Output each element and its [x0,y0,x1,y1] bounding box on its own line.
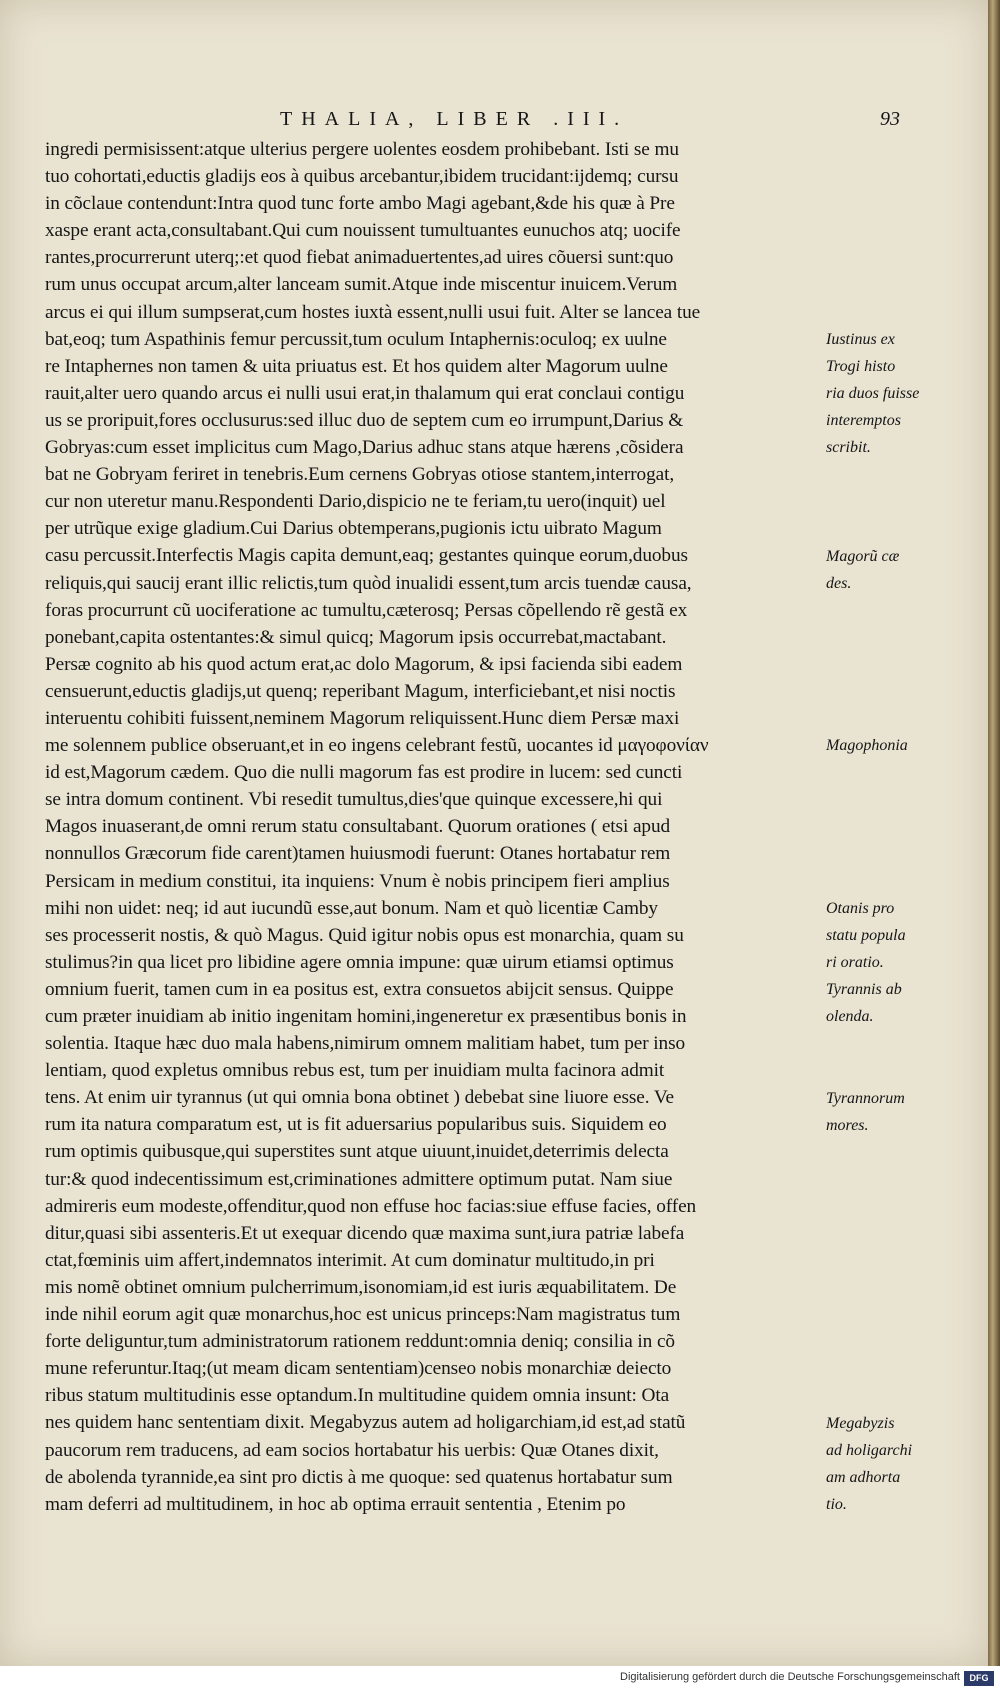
margin-note-line: statu popula [826,926,906,944]
text-line: ribus statum multitudinis esse optandum.In multitudine quidem omnia insunt: Ota [45,1385,670,1407]
text-line: re Intaphernes non tamen & uita priuatus est. Et hos quidem alter Magorum uulne [45,355,668,377]
text-line: ses processerit nostis, & quò Magus. Quid igitur nobis opus est monarchia, quam su [45,924,684,946]
text-line: arcus ei qui illum sumpserat,cum hostes iuxtà essent,nulli usui fuit. Alter se lancea tue [45,301,701,323]
text-line: in cõclaue contendunt:Intra quod tunc forte ambo Magi agebant,&de his quæ à Pre [45,193,675,215]
text-line: rantes,procurrerunt uterq;:et quod fiebat animaduertentes,ad uires cõuersi sunt:quo [45,247,674,269]
margin-note-line: am adhorta [826,1468,901,1486]
margin-note [826,732,936,759]
text-line: mis nomẽ obtinet omnium pulcherrimum,isonomiam,id est iuris æquabilitatem. De [45,1276,677,1298]
text-line: de abolenda tyrannide,ea sint pro dictis à me quoque: sed quatenus hortabatur sum [45,1466,673,1488]
margin-note-line: tio. [826,1495,847,1513]
text-line: interuentu cohibiti fuissent,neminem Magorum reliquissent.Hunc diem Persæ maxi [45,707,680,729]
text-line: ctat,fœminis uim affert,indemnatos interimit. At cum dominatur multitudo,in pri [45,1249,655,1271]
text-line: lentiam, quod expletus omnibus rebus est, tum per inuidiam multa facinora admit [45,1060,665,1082]
text-line: id est,Magorum cædem. Quo die nulli magorum fas est prodire in lucem: sed cuncti [45,762,683,784]
margin-note-line: Otanis pro [826,899,895,917]
text-line: rum ita natura comparatum est, ut is fit aduersarius popularibus suis. Siquidem eo [45,1114,667,1136]
margin-note-line: des. [826,574,852,592]
text-line: se intra domum continent. Vbi resedit tumultus,dies'que quinque excessere,hi qui [45,789,663,811]
text-line: rum unus occupat arcum,alter lanceam sumit.Atque inde miscentur inuicem.Verum [45,274,678,296]
funding-credit: Digitalisierung gefördert durch die Deutsche Forschungsgemeinschaft [620,1671,960,1683]
text-line: cum præter inuidiam ab initio ingenitam homini,ingeneretur ex præsentibus bonis in [45,1006,687,1027]
text-line: omnium fuerit, tamen cum in ea positus est, extra consuetos abijcit sensus. Quippe [45,978,674,1000]
margin-note-line: Magorũ cæ [826,547,900,565]
page-number: 93 [880,108,900,130]
text-line: mam deferri ad multitudinem, in hoc ab optima errauit sententia , Etenim po [45,1493,626,1515]
margin-note [826,976,936,1030]
margin-note-line: Megabyzis [826,1414,895,1432]
margin-note-line: ria duos fuisse [826,384,920,402]
margin-note [826,1085,936,1139]
text-line: casu percussit.Interfectis Magis capita demunt,eaq; gestantes quinque eorum,duobus [45,545,688,567]
margin-note [826,895,936,976]
text-line: paucorum rem traducens, ad eam socios hortabatur his uerbis: Quæ Otanes dixit, [45,1439,659,1461]
text-line: forte deliguntur,tum administratorum rationem reddunt:omnia deniq; consilia in cõ [45,1331,675,1353]
text-line: inde nihil eorum agit quæ monarchus,hoc est unicus princeps:Nam magistratus tum [45,1304,681,1326]
text-line: nonnullos Græcorum fide carent)tamen huiusmodi fuerunt: Otanes hortabatur rem [45,843,671,865]
text-line: ponebant,capita ostentantes:& simul quicq; Magorum ipsis occurrebat,mactabant. [45,626,667,648]
dfg-logo: DFG [964,1671,994,1686]
margin-note [826,543,936,597]
text-line: bat,eoq; tum Aspathinis femur percussit,tum oculum Intaphernis:oculoq; ex uulne [45,328,667,350]
text-line: rauit,alter uero quando arcus ei nulli usui erat,in thalamum qui erat conclaui contigu [45,382,685,404]
footer-bar [0,1668,1000,1693]
margin-note-line: Magophonia [826,737,908,755]
text-line: cur non uteretur manu.Respondenti Dario,dispicio ne te feriam,tu uero(inquit) uel [45,491,666,513]
text-line: stulimus?in qua licet pro libidine agere omnia impune: quæ uirum etiamsi optimus [45,951,674,973]
text-line: censuerunt,eductis gladijs,ut quenq; reperibant Magum, interficiebant,et nisi noctis [45,680,676,702]
text-line: bat ne Gobryam feriret in tenebris.Eum cernens Gobryas otiose stantem,interrogat, [45,464,675,486]
text-line: nes quidem hanc sententiam dixit. Megabyzus autem ad holigarchiam,id est,ad statũ [45,1412,686,1434]
text-line: Magos inuaserant,de omni rerum statu consultabant. Quorum orationes ( etsi apud [45,816,671,838]
text-line: tens. At enim uir tyrannus (ut qui omnia bona obtinet ) debebat sine liuore esse. Ve [45,1087,675,1109]
margin-note-line: ri oratio. [826,953,884,971]
text-line: us se proripuit,fores occlusurus:sed illuc duo de septem cum eo irrumpunt,Darius & [45,409,684,431]
text-line: me solennem publice obseruant,et in eo ingens celebrant festũ, uocantes id μαγοφονίαν [45,735,709,757]
margin-note-line: interemptos [826,411,901,429]
main-text-block [45,136,825,1518]
text-line: Persæ cognito ab his quod actum erat,ac dolo Magorum, & ipsi facienda sibi eadem [45,653,683,675]
margin-note-line: ad holigarchi [826,1441,913,1459]
text-line: foras procurrunt cũ uociferatione ac tumultu,cæterosq; Persas cõpellendo rẽ gestã ex [45,599,688,621]
text-line: Persicam in medium constitui, ita inquiens: Vnum è nobis principem fieri amplius [45,870,670,892]
margin-note [826,326,936,461]
margin-note-line: Trogi histo [826,357,896,375]
text-line: mihi non uidet: neq; id aut iucundũ esse,aut bonum. Nam et quò licentiæ Camby [45,897,658,919]
text-line: tur:& quod indecentissimum est,criminationes admittere optimum putat. Nam siue [45,1168,673,1190]
margin-note [826,1410,936,1518]
margin-note-line: olenda. [826,1008,874,1026]
margin-note-line: Tyrannorum [826,1089,905,1107]
margin-note-line: Iustinus ex [826,330,895,348]
text-line: tuo cohortati,eductis gladijs eos à quibus arcebantur,ibidem trucidant:ijdemq; cursu [45,166,679,188]
text-line: admireris eum modeste,offenditur,quod non effuse hoc facias:siue effuse facies, offen [45,1195,697,1217]
running-header [280,108,900,136]
text-line: reliquis,qui saucij erant illic relictis,tum quòd inualidi essent,tum arcis tuendæ causa, [45,572,692,594]
book-edge [988,0,1000,1666]
text-line: Gobryas:cum esset implicitus cum Mago,Darius adhuc stans atque hærens ,cõsidera [45,437,684,459]
margin-note-line: Tyrannis ab [826,981,902,999]
text-line: xaspe erant acta,consultabant.Qui cum nouissent tumultuantes eunuchos atq; uocife [45,220,681,242]
text-line: ingredi permisissent:atque ulterius pergere uolentes eosdem prohibebant. Isti se mu [45,139,679,160]
text-line: rum optimis quibusque,qui superstites sunt atque uiuunt,inuidet,deterrimis delecta [45,1141,669,1163]
text-line: per utrũque exige gladium.Cui Darius obtemperans,pugionis ictu uibrato Magum [45,518,662,540]
text-line: ditur,quasi sibi assenteris.Et ut exequar dicendo quæ maxima sunt,iura patriæ labefa [45,1222,685,1244]
margin-note-line: scribit. [826,439,871,457]
text-line: mune referuntur.Itaq;(ut meam dicam sententiam)censeo nobis monarchiæ deiecto [45,1358,672,1380]
running-title: THALIA, LIBER .III. [280,108,629,130]
text-line: solentia. Itaque hæc duo mala habens,nimirum omnem malitiam habet, tum per inso [45,1033,686,1055]
margin-note-line: mores. [826,1116,869,1134]
